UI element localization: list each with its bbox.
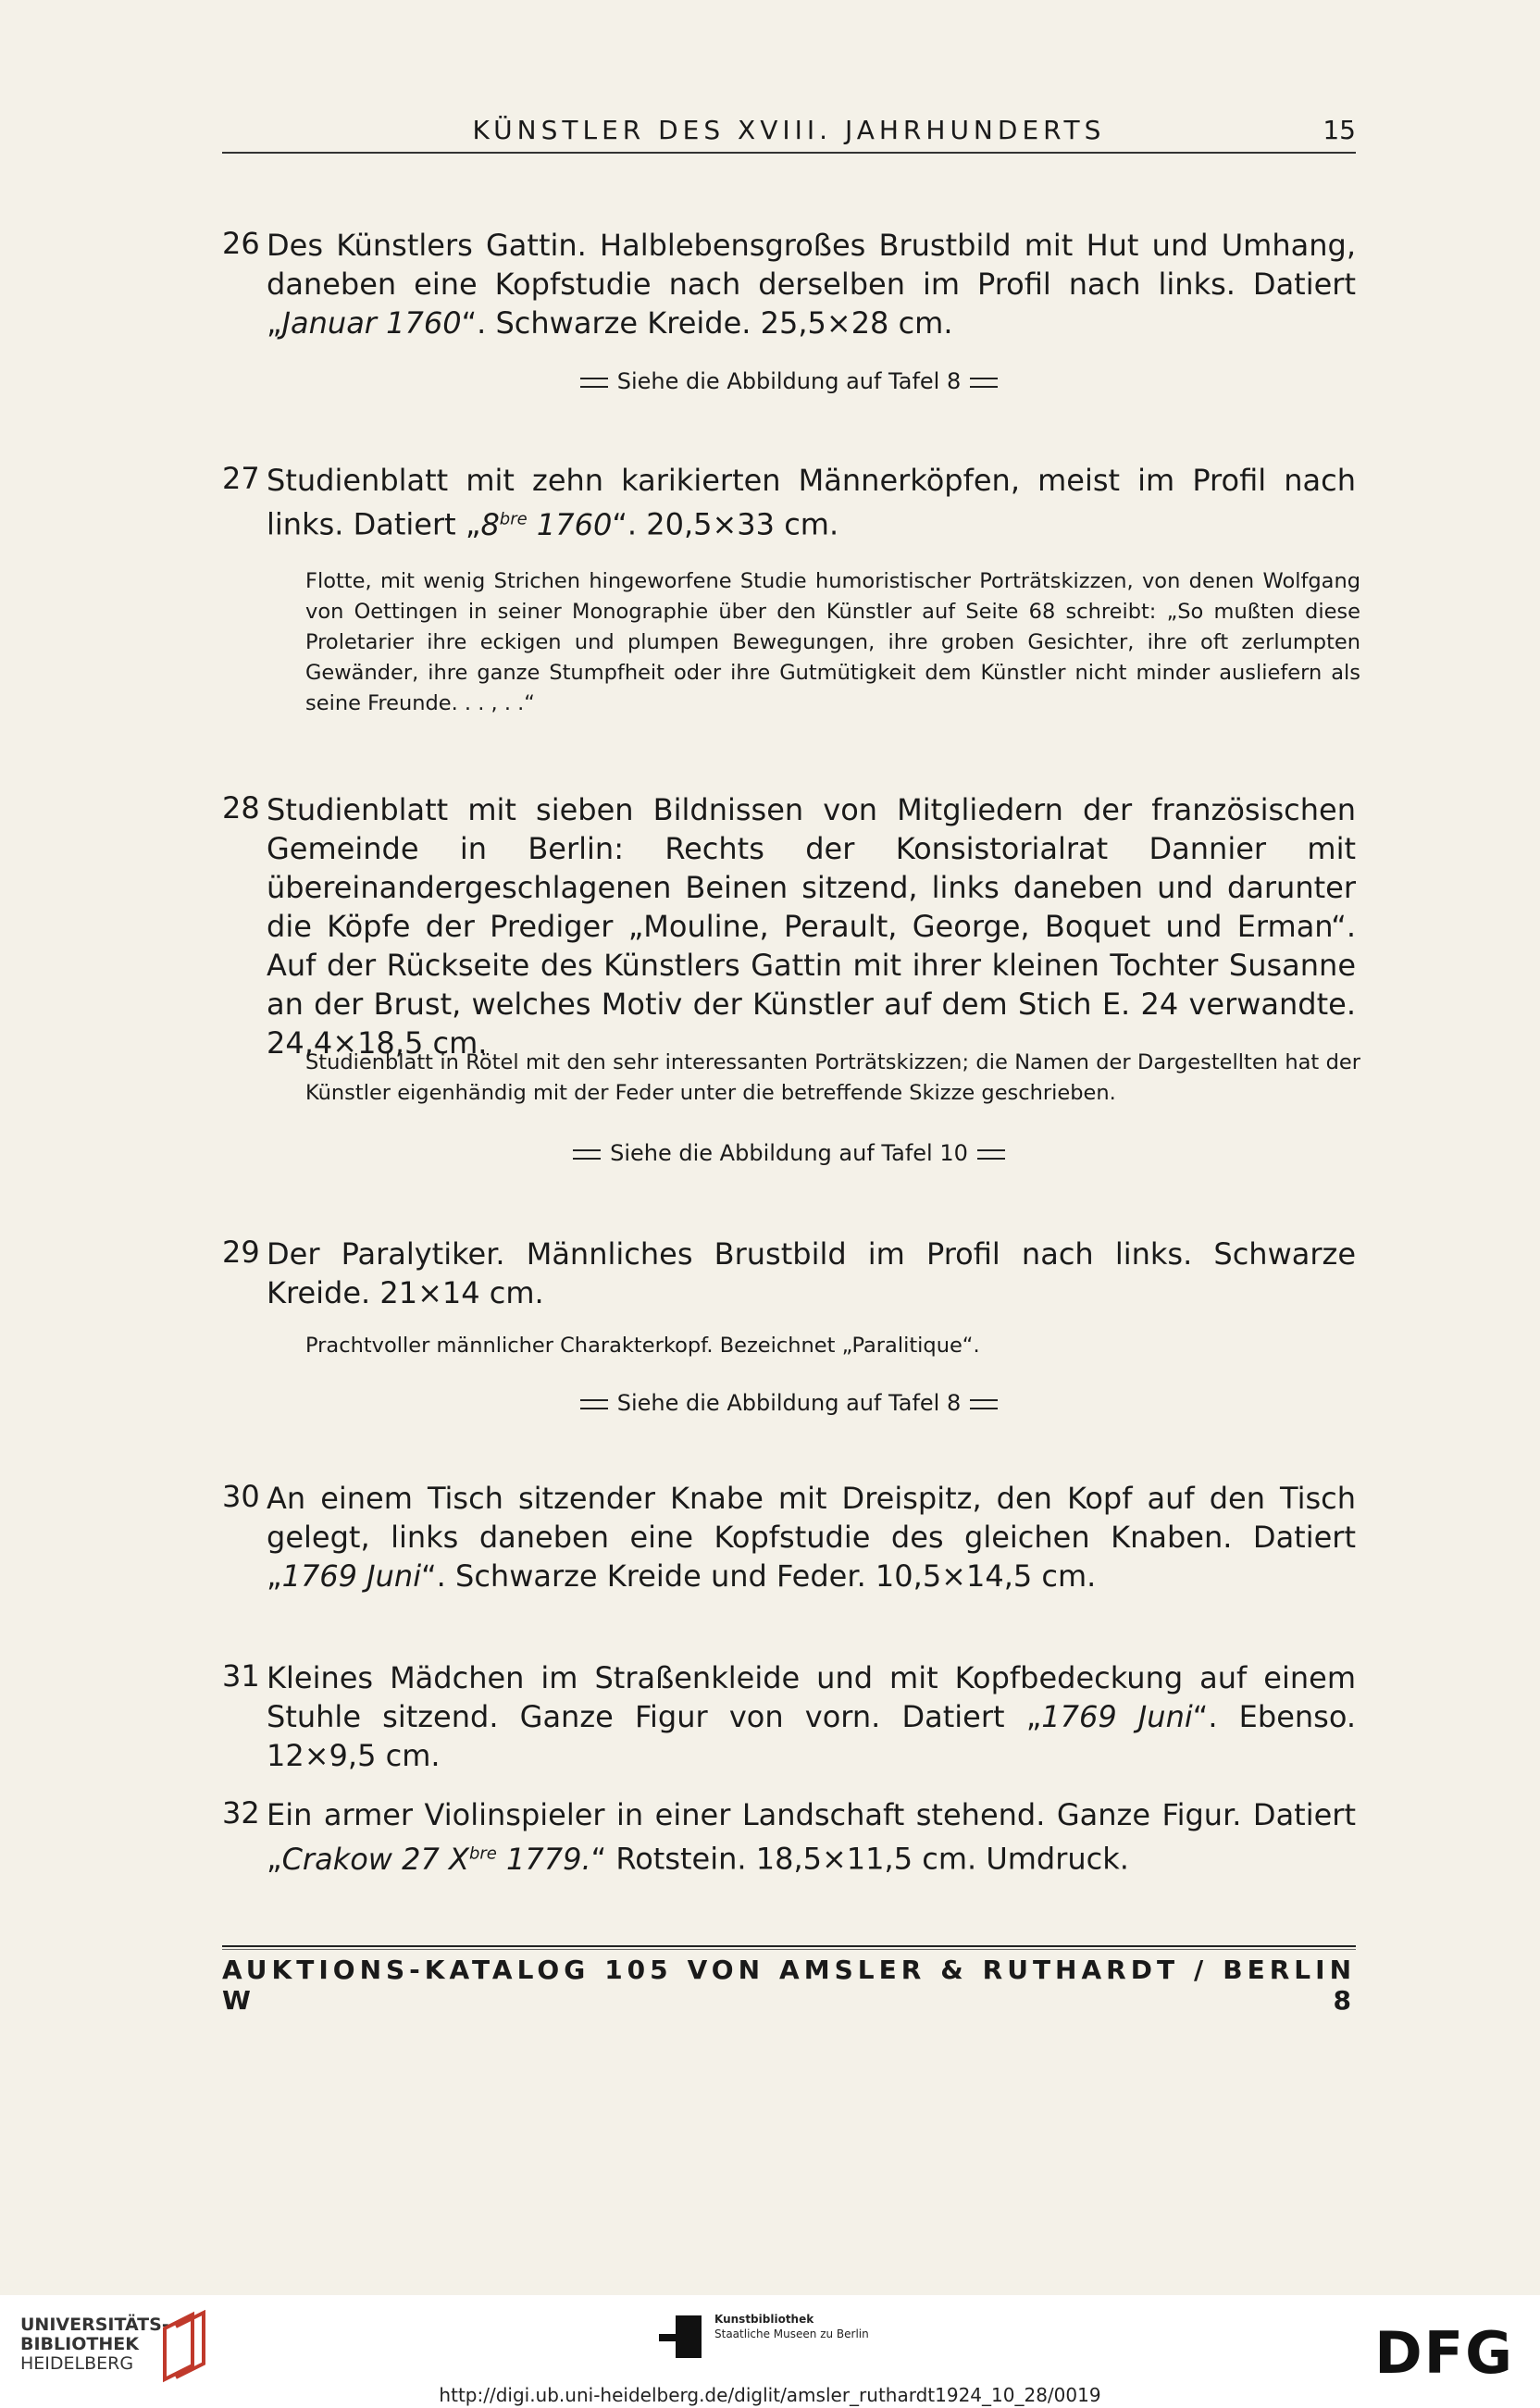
entry-text: Ein armer Violinspieler in einer Landschaft stehend. Ganze Figur. Datiert „Crakow 27 $X^{bre}$ 1779.“ Rotstein. 18,5×11,5 cm. Umdruck.: [267, 1797, 1356, 1877]
entry-number: 26: [222, 226, 260, 261]
running-header: [222, 109, 1356, 154]
entry-note: Flotte, mit wenig Strichen hingeworfene Studie humoristischer Porträtskizzen, von denen Wolfgang von Oettingen in seiner Monographie über den Künstler auf Seite 68 schreibt: „So mußten diese Proletarier ihre eckigen und plumpen Bewegungen, ihre groben Gesichter, ihre oft zerlumpten Gewänder, ihre ganze Stumpfheit oder ihre Gutmütigkeit dem Künstler nicht minder ausliefern als seine Freunde. . . , . .“: [305, 569, 1360, 715]
catalog-footer: AUKTIONS-KATALOG 105 VON AMSLER & RUTHARDT / BERLIN W 8: [222, 1955, 1356, 2016]
plate-reference: Siehe die Abbildung auf Tafel 10: [222, 1140, 1356, 1166]
header-title: KÜNSTLER DES XVIII. JAHRHUNDERTS: [472, 115, 1106, 145]
entry-text: Studienblatt mit zehn karikierten Männerköpfen, meist im Profil nach links. Datiert $„8^{bre}$ 1760“. 20,5×33 cm.: [267, 463, 1356, 542]
entry-number: 28: [222, 790, 260, 825]
plate-reference: Siehe die Abbildung auf Tafel 8: [222, 368, 1356, 394]
entry-text: Der Paralytiker. Männliches Brustbild im Profil nach links. Schwarze Kreide. 21×14 cm.: [267, 1236, 1356, 1310]
entry-number: 31: [222, 1658, 260, 1694]
entry-note: Prachtvoller männlicher Charakterkopf. Bezeichnet „Paralitique“.: [305, 1334, 980, 1358]
entry-number: 27: [222, 461, 260, 496]
footer-rule: [222, 1945, 1356, 1947]
entry-text: An einem Tisch sitzender Knabe mit Dreispitz, den Kopf auf den Tisch gelegt, links daneben eine Kopfstudie des gleichen Knaben. Datiert „1769 Juni“. Schwarze Kreide und Feder. 10,5×14,5 cm.: [267, 1481, 1356, 1594]
entry-note: Studienblatt in Rötel mit den sehr interessanten Porträtskizzen; die Namen der Dargestellten hat der Künstler eigenhändig mit der Feder unter die betreffende Skizze geschrieben.: [305, 1050, 1360, 1105]
kunstbibliothek-logo-icon: [657, 2314, 703, 2360]
entry-text: Des Künstlers Gattin. Halblebensgroßes Brustbild mit Hut und Umhang, daneben eine Kopfstudie nach derselben im Profil nach links. Datiert „Januar 1760“. Schwarze Kreide. 25,5×28 cm.: [267, 228, 1356, 341]
entry-29: [222, 1235, 1356, 1312]
kunstbibliothek-text: Kunstbibliothek Staatliche Museen zu Berlin: [714, 2313, 869, 2340]
header-rule: [222, 152, 1356, 154]
entry-number: 32: [222, 1795, 260, 1831]
entry-text: Studienblatt mit sieben Bildnissen von Mitgliedern der französischen Gemeinde in Berlin: Rechts der Konsistorialrat Dannier mit übereinandergeschlagenen Beinen sitzend, links daneben und darunter die Köpfe der Prediger „Mouline, Perault, George, Boquet und Erman“. Auf der Rückseite des Künstlers Gattin mit ihrer kleinen Tochter Susanne an der Brust, welches Motiv der Künstler auf dem Stich E. 24 verwandte. 24,4×18,5 cm.: [267, 792, 1356, 1061]
entry-31: [222, 1658, 1356, 1775]
entry-32: [222, 1795, 1356, 1879]
entry-26: [222, 226, 1356, 342]
dfg-logo: DFG: [1374, 2319, 1514, 2387]
page-number: 15: [1323, 115, 1356, 145]
entry-30: [222, 1479, 1356, 1595]
plate-reference: Siehe die Abbildung auf Tafel 8: [222, 1390, 1356, 1416]
university-library-logo-text: UNIVERSITÄTS- BIBLIOTHEK HEIDELBERG: [20, 2315, 169, 2374]
entry-28: [222, 790, 1356, 1062]
entry-number: 30: [222, 1479, 260, 1514]
footer-rule-thin: [222, 1949, 1356, 1950]
entry-27: [222, 461, 1356, 544]
entry-text: Kleines Mädchen im Straßenkleide und mit Kopfbedeckung auf einem Stuhle sitzend. Ganze Figur von vorn. Datiert „1769 Juni“. Ebenso. 12×9,5 cm.: [267, 1660, 1357, 1773]
university-library-logo-icon: [155, 2310, 211, 2384]
source-url[interactable]: http://digi.ub.uni-heidelberg.de/diglit/amsler_ruthardt1924_10_28/0019: [439, 2384, 1101, 2406]
entry-number: 29: [222, 1235, 260, 1270]
